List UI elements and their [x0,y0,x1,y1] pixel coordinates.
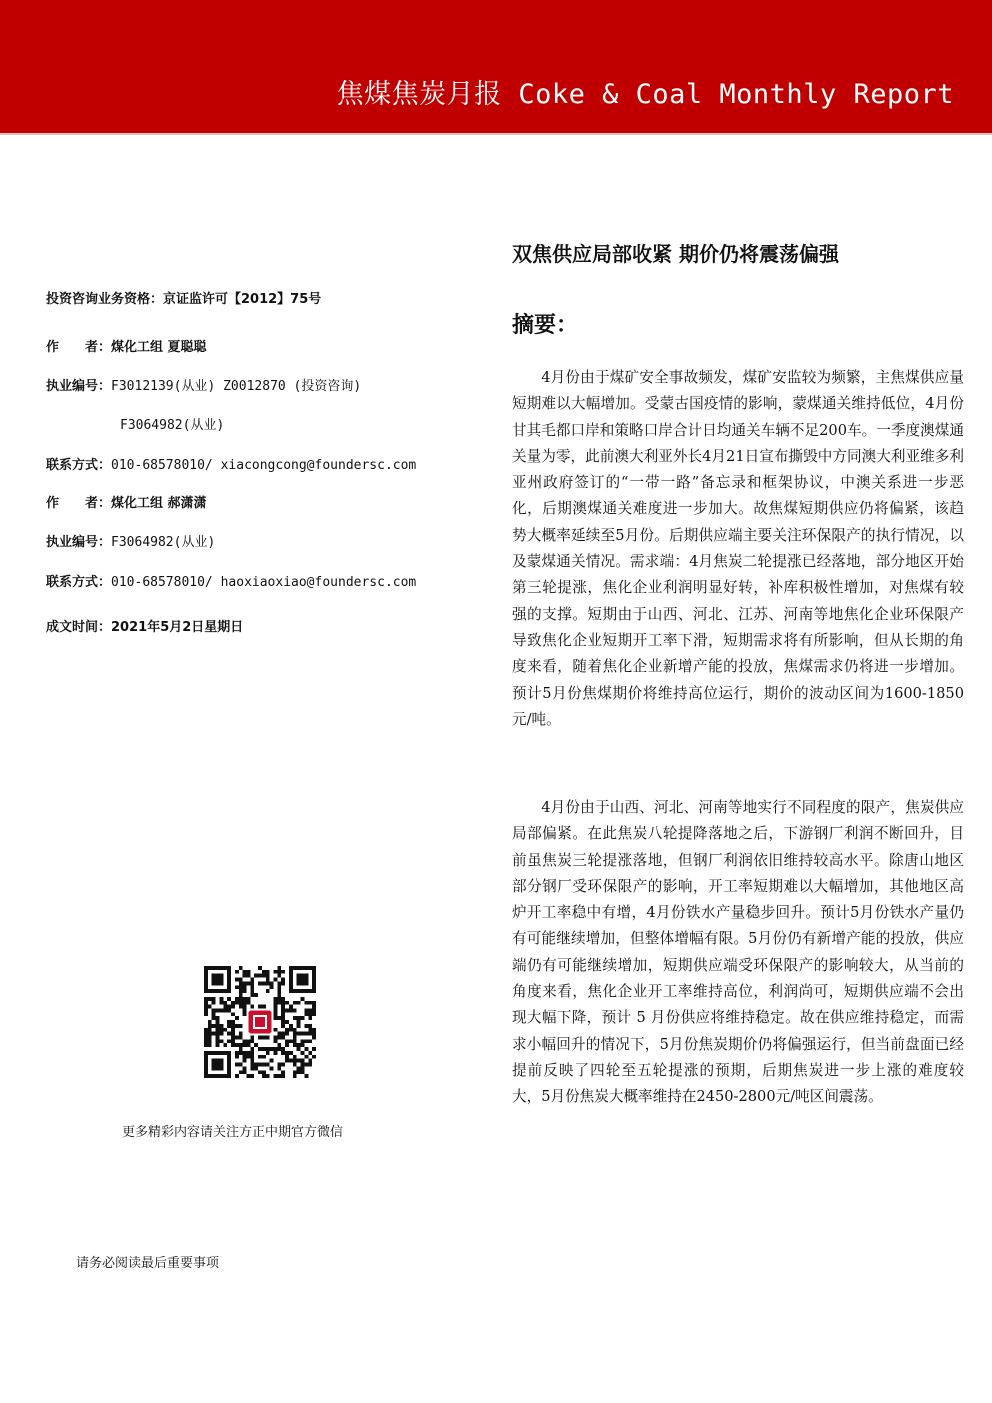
license1-label: 执业编号： [46,379,112,394]
qr-caption: 更多精彩内容请关注方正中期官方微信 [122,1125,344,1140]
header-rule [0,133,992,135]
contact1-value: 010-68578010/ xiacongcong@foundersc.com [111,458,417,473]
license2-label: 执业编号： [46,535,112,550]
contact2-label: 联系方式： [46,575,112,590]
license2-value: F3064982(从业) [111,535,216,550]
license2-row [46,531,215,550]
contact2-row [46,571,416,590]
date-row [46,616,243,635]
author2-value: 煤化工组 郝潇潇 [111,496,207,511]
contact2-value: 010-68578010/ haoxiaoxiao@foundersc.com [111,575,417,590]
license1-value: F3012139(从业) Z0012870 (投资咨询) [111,379,362,394]
summary-paragraph-coking-coal: 4月份由于煤矿安全事故频发，煤矿安监较为频繁，主焦煤供应量短期难以大幅增加。受蒙古国疫情的影响，蒙煤通关维持低位，4月份甘其毛都口岸和策略口岸合计日均通关车辆不足200车。一季度澳煤通关量为零，此前澳大利亚外长4月21日宣布撕毁中方同澳大利亚维多利亚州政府签订的“一带一路”备忘录和框架协议，中澳关系进一步恶化，后期澳煤通关难度进一步加大。故焦煤短期供应仍将偏紧，该趋势大概率延续至5月份。后期供应端主要关注环保限产的执行情况，以及蒙煤通关情况。需求端：4月焦炭二轮提涨已经落地，部分地区开始第三轮提涨，焦化企业利润明显好转，补库积极性增加，对焦煤有较强的支撑。短期由于山西、河北、江苏、河南等地焦化企业环保限产导致焦化企业短期开工率下滑，短期需求将有所影响，但从长期的角度来看，随着焦化企业新增产能的投放，焦煤需求仍将进一步增加。预计5月份焦煤期价将维持高位运行，期价的波动区间为1600-1850元/吨。 [512,369,964,728]
license1-value2-text: F3064982(从业) [120,418,225,433]
qualification: 投资咨询业务资格：京证监许可【2012】75号 [46,292,322,307]
author1-value: 煤化工组 夏聪聪 [111,340,207,355]
contact1-row [46,454,416,473]
author1-row [46,336,207,355]
date-label: 成文时间： [46,620,112,635]
author2-label: 作 者： [46,496,112,511]
summary-heading: 摘要： [512,313,579,338]
wechat-qr-code [204,966,316,1078]
date-value: 2021年5月2日星期日 [111,620,244,635]
summary-paragraph-coke: 4月份由于山西、河北、河南等地实行不同程度的限产，焦炭供应局部偏紧。在此焦炭八轮提降落地之后，下游钢厂利润不断回升，目前虽焦炭三轮提涨落地，但钢厂利润依旧维持较高水平。除唐山地区部分钢厂受环保限产的影响，开工率短期难以大幅增加，其他地区高炉开工率稳中有增，4月份铁水产量稳步回升。预计5月份铁水产量仍有可能继续增加，但整体增幅有限。5月份仍有新增产能的投放，供应端仍有可能继续增加，短期供应端受环保限产的影响较大，从当前的角度来看，焦化企业开工率维持高位，利润尚可，短期供应端不会出现大幅下降，预计 5 月份供应将维持稳定。故在供应维持稳定，而需求小幅回升的情况下，5月份焦炭期价仍将偏强运行，但当前盘面已经提前反映了四轮至五轮提涨的预期，后期焦炭进一步上涨的难度较大，5月份焦炭大概率维持在2450-2800元/吨区间震荡。 [512,799,964,1106]
license1-value2 [120,414,224,433]
footer-note: 请务必阅读最后重要事项 [76,1256,220,1271]
article-title: 双焦供应局部收紧 期价仍将震荡偏强 [512,242,839,266]
license1-row [46,375,361,394]
author1-label: 作 者： [46,340,112,355]
header-band [0,0,992,135]
contact1-label: 联系方式： [46,458,112,473]
author2-row [46,492,207,511]
qr-center-logo [248,1010,271,1033]
report-title: 焦煤焦炭月报 Coke & Coal Monthly Report [336,79,954,110]
